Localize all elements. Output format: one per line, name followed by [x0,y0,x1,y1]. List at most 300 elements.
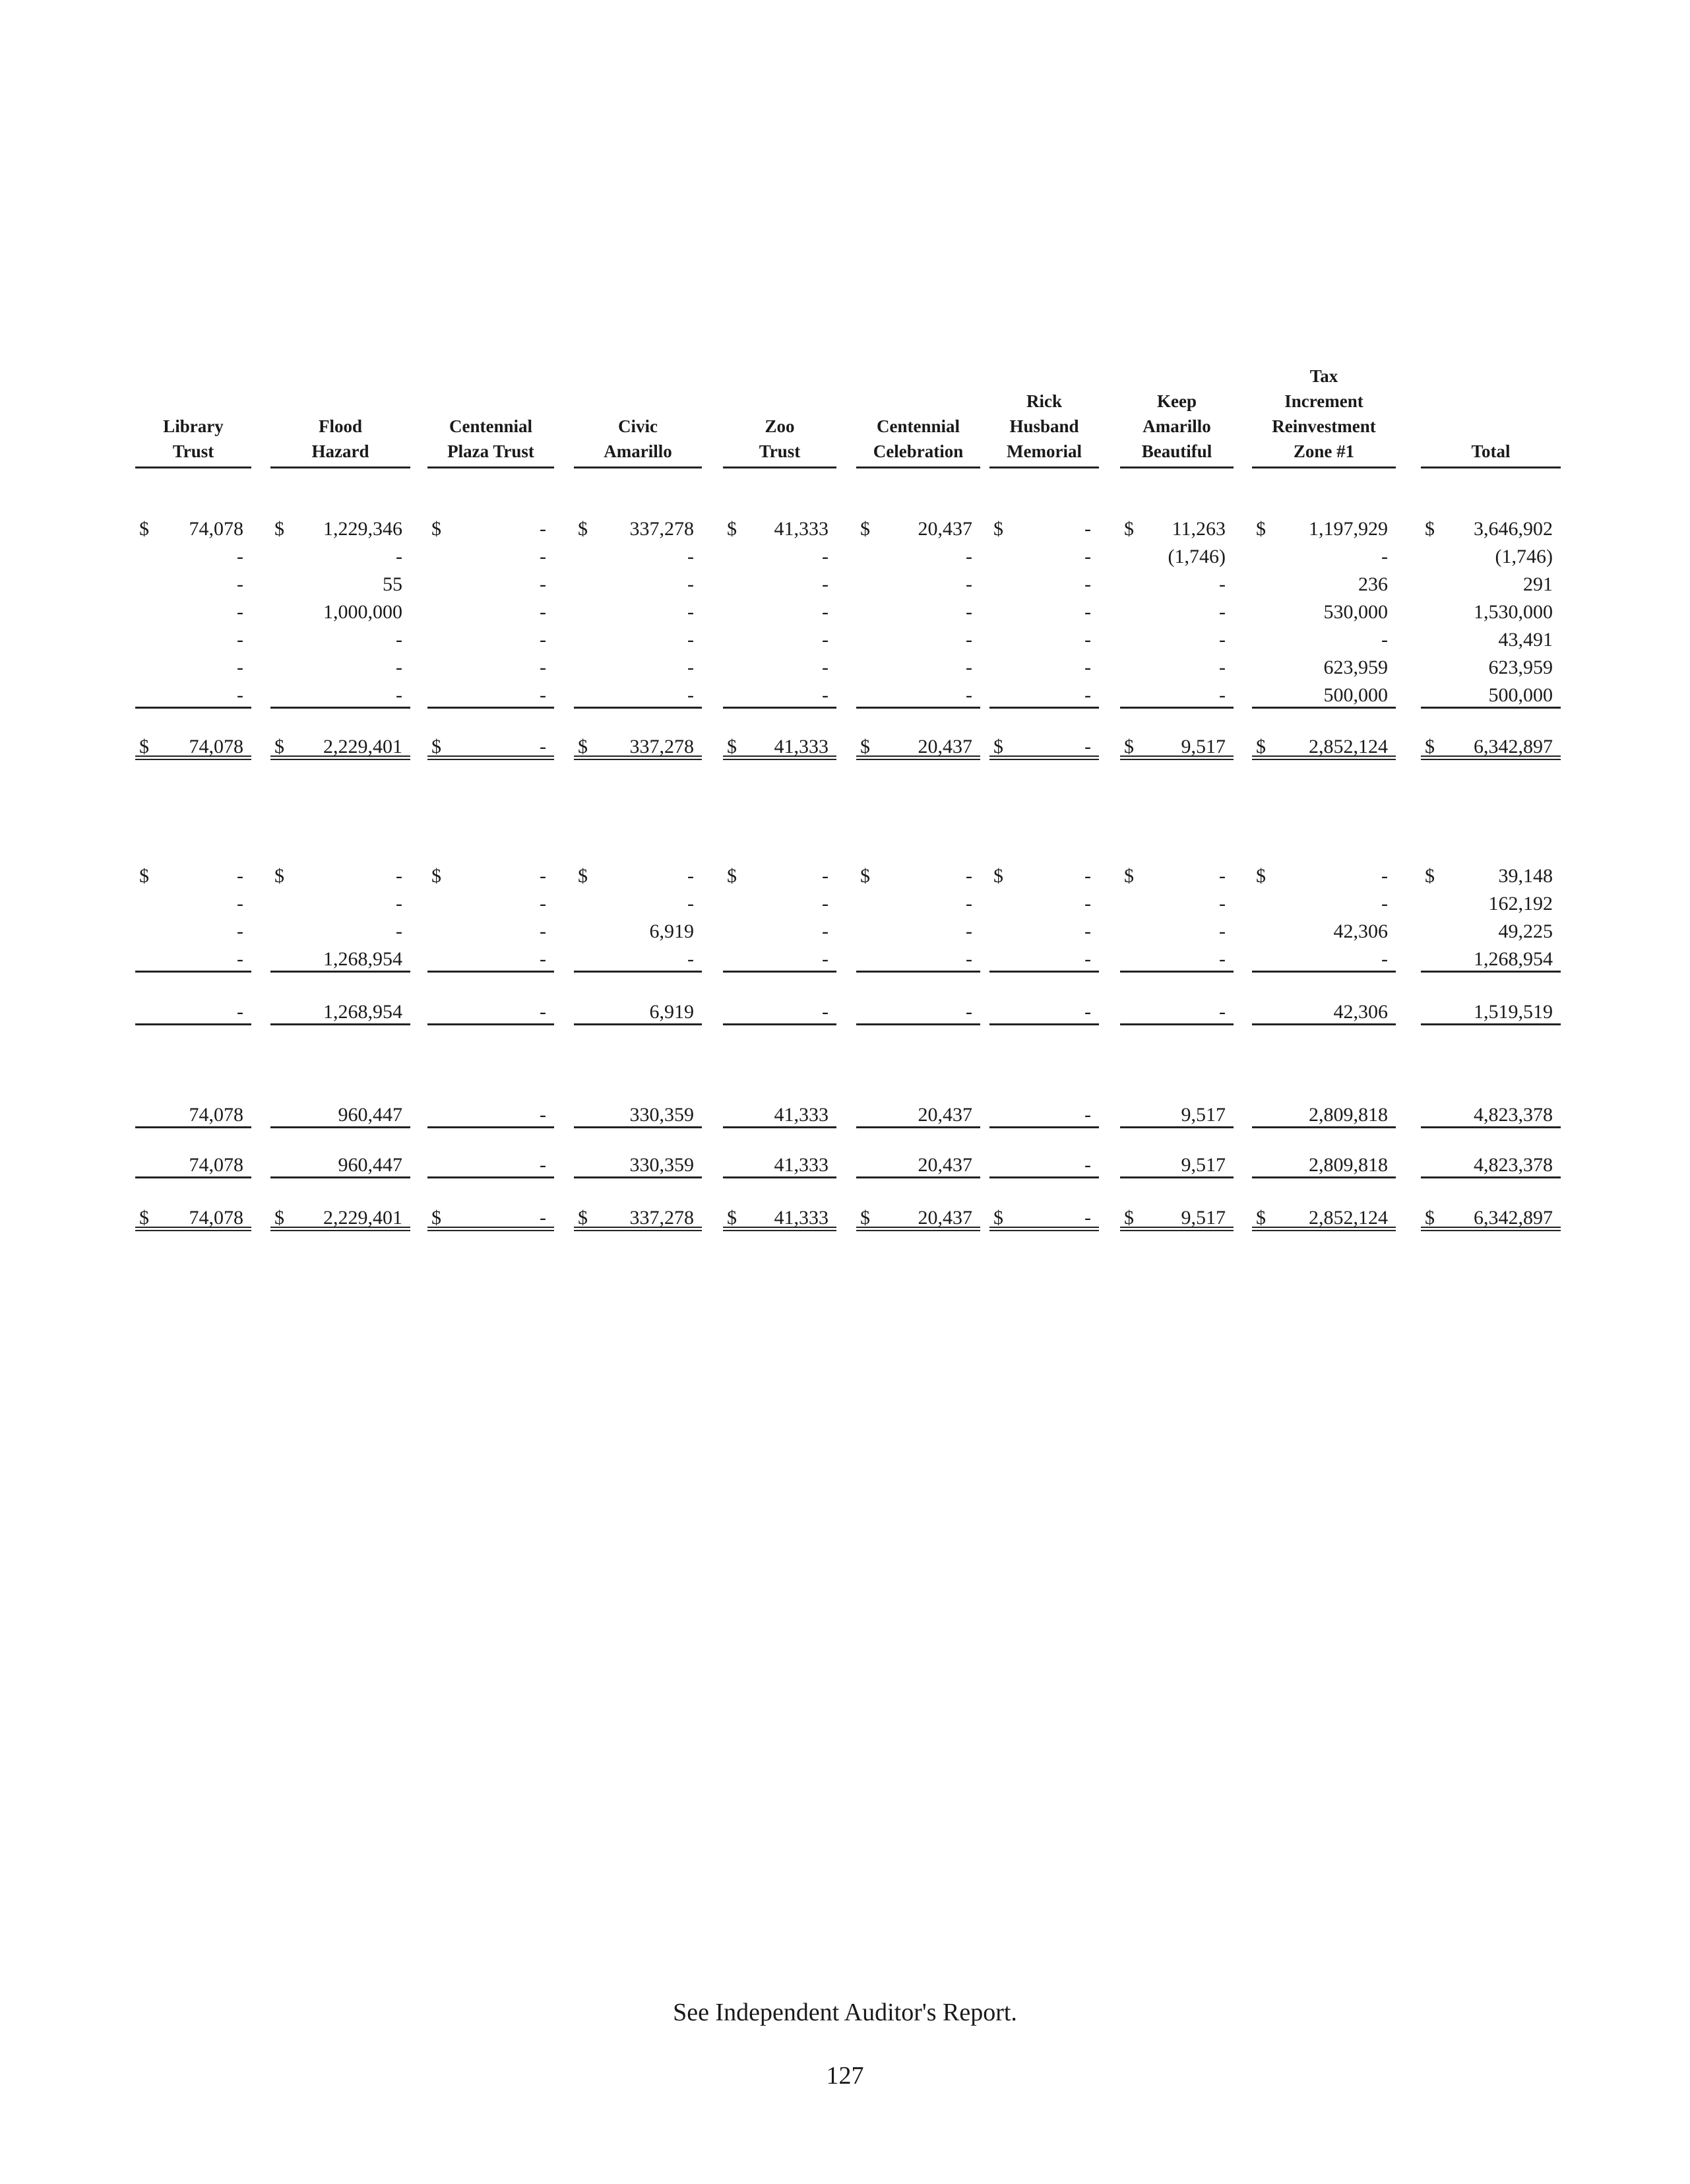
amount-value: - [1084,736,1091,757]
column-header: Tax Increment Reinvestment Zone #1 [1252,364,1396,468]
amount-value: 55 [383,573,402,595]
amount-value: - [396,657,402,678]
table-cell [856,571,980,598]
currency-symbol: $ [993,518,1003,540]
amount-value: - [687,601,694,623]
amount-value: 20,437 [918,518,972,540]
amount-value: 291 [1523,573,1553,595]
amount-value: - [237,546,243,567]
table-cell [1120,734,1234,760]
amount-value: - [966,601,972,623]
amount-value: 337,278 [629,1207,694,1229]
table-cell [856,599,980,626]
table-cell [723,544,836,570]
table-cell [270,1205,410,1231]
table-cell [1421,516,1561,542]
currency-symbol: $ [578,518,588,540]
amount-value: - [237,657,243,678]
amount-value: - [237,865,243,887]
amount-value: - [540,657,546,678]
amount-value: - [237,601,243,623]
amount-value: 41,333 [774,736,829,757]
table-cell [856,999,980,1025]
table-cell [270,627,410,653]
table-cell [723,516,836,542]
table-cell [856,918,980,945]
amount-value: 49,225 [1498,920,1553,942]
table-cell [989,1205,1099,1231]
amount-value: 42,306 [1333,1001,1388,1023]
currency-symbol: $ [431,1207,441,1229]
amount-value: - [237,629,243,651]
table-cell [427,863,554,889]
amount-value: - [237,920,243,942]
amount-value: 2,809,818 [1309,1154,1388,1176]
table-cell [427,682,554,709]
amount-value: - [540,1207,546,1229]
amount-value: - [1084,1104,1091,1126]
table-cell [856,734,980,760]
amount-value: 1,268,954 [323,1001,402,1023]
currency-symbol: $ [727,518,737,540]
currency-symbol: $ [578,1207,588,1229]
amount-value: 42,306 [1333,920,1388,942]
amount-value: - [540,629,546,651]
column-header: Centennial Plaza Trust [427,414,554,468]
table-cell [1120,946,1234,973]
table-cell [135,627,251,653]
amount-value: 41,333 [774,1104,829,1126]
amount-value: - [540,1154,546,1176]
table-cell [574,1102,702,1128]
currency-symbol: $ [1124,736,1134,757]
amount-value: - [1219,684,1226,706]
table-cell [989,918,1099,945]
table-cell [427,655,554,681]
table-cell [270,1152,410,1178]
currency-symbol: $ [274,518,284,540]
amount-value: 74,078 [189,1104,243,1126]
table-cell [135,571,251,598]
table-cell [574,946,702,973]
amount-value: 74,078 [189,518,243,540]
amount-value: 1,268,954 [323,948,402,970]
currency-symbol: $ [578,736,588,757]
table-cell [135,1205,251,1231]
amount-value: - [237,684,243,706]
amount-value: 20,437 [918,1104,972,1126]
amount-value: - [1219,920,1226,942]
amount-value: - [966,1001,972,1023]
amount-value: - [1381,546,1388,567]
amount-value: - [396,865,402,887]
amount-value: - [396,629,402,651]
table-cell [1421,655,1561,681]
amount-value: 6,919 [649,1001,694,1023]
table-cell [574,571,702,598]
amount-value: - [1084,865,1091,887]
amount-value: - [540,736,546,757]
table-cell [723,863,836,889]
amount-value: 6,342,897 [1474,736,1553,757]
currency-symbol: $ [727,736,737,757]
currency-symbol: $ [1124,1207,1134,1229]
amount-value: - [1084,657,1091,678]
table-cell [989,1102,1099,1128]
amount-value: - [966,893,972,915]
currency-symbol: $ [139,518,149,540]
table-cell [1252,544,1396,570]
column-header: Library Trust [135,414,251,468]
table-cell [1120,682,1234,709]
amount-value: - [822,920,829,942]
table-cell [989,599,1099,626]
amount-value: - [1381,629,1388,651]
amount-value: - [1084,1154,1091,1176]
table-cell [723,946,836,973]
amount-value: - [822,865,829,887]
table-cell [1120,918,1234,945]
amount-value: 623,959 [1488,657,1553,678]
amount-value: 337,278 [629,736,694,757]
amount-value: - [966,573,972,595]
amount-value: - [822,629,829,651]
currency-symbol: $ [993,1207,1003,1229]
table-cell [989,655,1099,681]
table-cell [1252,863,1396,889]
table-cell [1421,544,1561,570]
table-cell [1252,734,1396,760]
table-cell [1421,1102,1561,1128]
column-header: Flood Hazard [270,414,410,468]
table-cell [1120,599,1234,626]
amount-value: 2,852,124 [1309,1207,1388,1229]
table-cell [574,682,702,709]
table-cell [1252,655,1396,681]
amount-value: 74,078 [189,736,243,757]
amount-value: 9,517 [1181,1104,1226,1126]
amount-value: - [540,893,546,915]
table-cell [270,516,410,542]
amount-value: - [1381,948,1388,970]
table-cell [135,516,251,542]
table-cell [1421,1205,1561,1231]
amount-value: - [687,893,694,915]
amount-value: - [396,920,402,942]
amount-value: - [687,684,694,706]
table-cell [856,516,980,542]
amount-value: - [237,893,243,915]
table-cell [1120,999,1234,1025]
currency-symbol: $ [860,518,870,540]
table-cell [270,571,410,598]
amount-value: - [1219,1001,1226,1023]
amount-value: 9,517 [1181,1207,1226,1229]
currency-symbol: $ [1425,1207,1435,1229]
table-cell [270,1102,410,1128]
table-cell [723,599,836,626]
amount-value: 4,823,378 [1474,1154,1553,1176]
amount-value: 41,333 [774,518,829,540]
table-cell [989,863,1099,889]
amount-value: - [540,920,546,942]
column-header: Centennial Celebration [856,414,980,468]
table-cell [135,863,251,889]
table-cell [723,627,836,653]
table-cell [989,516,1099,542]
table-cell [135,599,251,626]
amount-value: - [1084,546,1091,567]
currency-symbol: $ [274,1207,284,1229]
amount-value: - [687,573,694,595]
table-cell [427,891,554,917]
table-cell [989,734,1099,760]
amount-value: - [1219,657,1226,678]
table-cell [856,1205,980,1231]
table-cell [1252,946,1396,973]
table-cell [1421,734,1561,760]
amount-value: - [540,865,546,887]
column-header: Civic Amarillo [574,414,702,468]
amount-value: - [540,948,546,970]
amount-value: 3,646,902 [1474,518,1553,540]
amount-value: 1,000,000 [323,601,402,623]
table-cell [574,655,702,681]
amount-value: 530,000 [1323,601,1388,623]
currency-symbol: $ [1425,518,1435,540]
table-cell [723,1102,836,1128]
table-cell [1252,891,1396,917]
currency-symbol: $ [431,518,441,540]
table-cell [1421,946,1561,973]
amount-value: 6,342,897 [1474,1207,1553,1229]
table-cell [135,891,251,917]
table-cell [1252,999,1396,1025]
amount-value: - [1219,601,1226,623]
amount-value: 960,447 [338,1154,402,1176]
amount-value: - [1219,573,1226,595]
amount-value: - [1084,573,1091,595]
currency-symbol: $ [860,736,870,757]
currency-symbol: $ [1425,865,1435,887]
table-cell [574,999,702,1025]
currency-symbol: $ [860,865,870,887]
amount-value: - [540,546,546,567]
amount-value: 74,078 [189,1207,243,1229]
table-cell [427,571,554,598]
currency-symbol: $ [993,865,1003,887]
table-cell [270,891,410,917]
table-cell [1252,682,1396,709]
table-cell [1120,571,1234,598]
table-cell [856,655,980,681]
table-cell [1252,1152,1396,1178]
amount-value: - [1381,865,1388,887]
amount-value: 41,333 [774,1207,829,1229]
currency-symbol: $ [1256,865,1266,887]
table-cell [135,999,251,1025]
amount-value: 1,229,346 [323,518,402,540]
table-cell [427,627,554,653]
amount-value: 2,229,401 [323,1207,402,1229]
amount-value: - [822,948,829,970]
column-header: Rick Husband Memorial [989,389,1099,468]
amount-value: 20,437 [918,736,972,757]
amount-value: 11,263 [1172,518,1226,540]
amount-value: 2,809,818 [1309,1104,1388,1126]
table-cell [1120,627,1234,653]
amount-value: - [822,573,829,595]
table-cell [989,627,1099,653]
table-cell [856,891,980,917]
table-cell [427,999,554,1025]
table-cell [1252,627,1396,653]
amount-value: - [1084,893,1091,915]
table-cell [1421,571,1561,598]
table-cell [1421,627,1561,653]
table-cell [723,891,836,917]
amount-value: - [396,546,402,567]
table-cell [1120,544,1234,570]
table-cell [1421,599,1561,626]
amount-value: 623,959 [1323,657,1388,678]
table-cell [427,1152,554,1178]
amount-value: - [687,865,694,887]
amount-value: - [1219,865,1226,887]
table-cell [135,1102,251,1128]
amount-value: - [966,629,972,651]
amount-value: - [822,657,829,678]
amount-value: 74,078 [189,1154,243,1176]
table-cell [856,544,980,570]
amount-value: 960,447 [338,1104,402,1126]
amount-value: 41,333 [774,1154,829,1176]
table-cell [1421,863,1561,889]
table-cell [856,946,980,973]
currency-symbol: $ [274,865,284,887]
amount-value: - [966,920,972,942]
currency-symbol: $ [860,1207,870,1229]
amount-value: - [237,573,243,595]
amount-value: 500,000 [1488,684,1553,706]
table-cell [1421,891,1561,917]
table-cell [1252,918,1396,945]
table-cell [270,655,410,681]
table-cell [574,516,702,542]
currency-symbol: $ [431,736,441,757]
table-cell [427,1205,554,1231]
table-cell [989,1152,1099,1178]
table-cell [427,946,554,973]
table-cell [1120,1102,1234,1128]
table-cell [856,1102,980,1128]
table-cell [1421,682,1561,709]
currency-symbol: $ [1256,518,1266,540]
table-cell [270,918,410,945]
table-cell [574,544,702,570]
amount-value: 2,229,401 [323,736,402,757]
table-cell [427,1102,554,1128]
table-cell [574,1205,702,1231]
table-cell [1421,918,1561,945]
table-cell [1252,1102,1396,1128]
amount-value: - [540,684,546,706]
table-cell [1252,571,1396,598]
table-cell [856,627,980,653]
currency-symbol: $ [139,736,149,757]
column-header: Zoo Trust [723,414,836,468]
table-cell [135,734,251,760]
currency-symbol: $ [727,865,737,887]
currency-symbol: $ [1256,736,1266,757]
table-cell [270,734,410,760]
table-cell [723,734,836,760]
amount-value: - [540,601,546,623]
amount-value: - [1084,1001,1091,1023]
amount-value: 500,000 [1323,684,1388,706]
table-cell [1120,1205,1234,1231]
table-cell [135,682,251,709]
table-cell [723,1205,836,1231]
amount-value: - [966,865,972,887]
amount-value: 9,517 [1181,1154,1226,1176]
amount-value: - [1084,1207,1091,1229]
table-cell [856,1152,980,1178]
amount-value: - [396,684,402,706]
column-header: Keep Amarillo Beautiful [1120,389,1234,468]
amount-value: 1,530,000 [1474,601,1553,623]
table-cell [270,682,410,709]
amount-value: - [540,1001,546,1023]
amount-value: - [966,657,972,678]
currency-symbol: $ [1124,865,1134,887]
table-cell [723,571,836,598]
table-cell [989,571,1099,598]
amount-value: - [822,893,829,915]
table-cell [989,682,1099,709]
table-cell [1252,1205,1396,1231]
table-cell [427,516,554,542]
table-cell [574,891,702,917]
amount-value: - [966,948,972,970]
table-cell [574,627,702,653]
amount-value: 1,519,519 [1474,1001,1553,1023]
amount-value: 9,517 [1181,736,1226,757]
table-cell [1252,599,1396,626]
amount-value: 236 [1358,573,1388,595]
table-cell [856,682,980,709]
table-cell [1421,1152,1561,1178]
table-cell [1421,999,1561,1025]
amount-value: - [966,546,972,567]
amount-value: - [822,546,829,567]
currency-symbol: $ [1425,736,1435,757]
amount-value: - [540,518,546,540]
currency-symbol: $ [139,865,149,887]
amount-value: 337,278 [629,518,694,540]
table-cell [574,1152,702,1178]
amount-value: 39,148 [1498,865,1553,887]
amount-value: 2,852,124 [1309,736,1388,757]
amount-value: - [1084,518,1091,540]
amount-value: - [1381,893,1388,915]
amount-value: - [540,573,546,595]
amount-value: - [1084,684,1091,706]
amount-value: 330,359 [629,1104,694,1126]
table-cell [135,1152,251,1178]
amount-value: - [237,1001,243,1023]
amount-value: 330,359 [629,1154,694,1176]
